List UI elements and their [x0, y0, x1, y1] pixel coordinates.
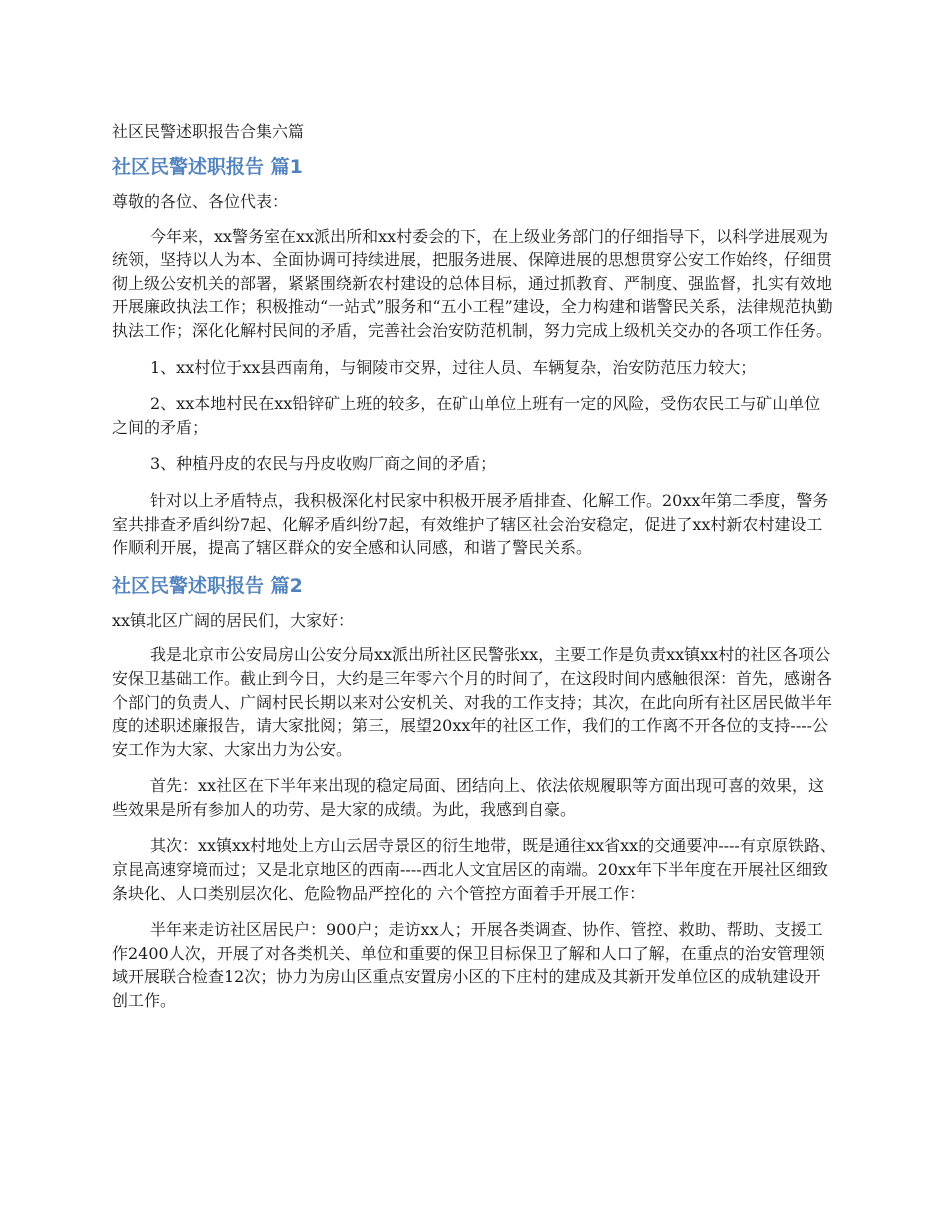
- greeting: 尊敬的各位、各位代表：: [112, 192, 289, 211]
- paragraph: 3、种植丹皮的农民与丹皮收购厂商之间的矛盾；: [150, 454, 497, 474]
- paragraph: 针对以上矛盾特点，我积极深化村民家中积极开展矛盾排查、化解工作。20xx年第二季度，警务室共排查矛盾纠纷7起、化解矛盾纠纷7起，有效维护了辖区社会治安稳定，促进了xx村新农村建设工作顺利开展，提高了辖区群众的安全感和认同感，和谐了警民关系。: [112, 490, 829, 558]
- paragraph: 首先：xx社区在下半年来出现的稳定局面、团结向上、依法依规履职等方面出现可喜的效果，这些效果是所有参加人的功劳、是大家的成绩。为此，我感到自豪。: [112, 776, 825, 819]
- paragraph: 我是北京市公安局房山公安分局xx派出所社区民警张xx，主要工作是负责xx镇xx村的社区各项公安保卫基础工作。截止到今日，大约是三年零六个月的时间了，在这段时间内感触很深：首先，感谢各个部门的负责人、广阔村民长期以来对公安机关、对我的工作支持；其次，在此向所有社区居民做半年度的述职述廉报告，请大家批阅；第三，展望20xx年的社区工作，我们的工作离不开各位的支持----公安工作为大家、大家出力为公安。: [112, 645, 833, 759]
- paragraph: 1、xx村位于xx县西南角，与铜陵市交界，过往人员、车辆复杂，治安防范压力较大；: [150, 357, 757, 377]
- document-title: 社区民警述职报告合集六篇: [112, 122, 305, 141]
- paragraph: 2、xx本地村民在xx铅锌矿上班的较多，在矿山单位上班有一定的风险，受伤农民工与矿山单位之间的矛盾；: [112, 394, 821, 437]
- section-1: [112, 154, 836, 560]
- section-heading: 社区民警述职报告 篇1: [112, 156, 303, 178]
- paragraph: 半年来走访社区居民户：900户；走访xx人；开展各类调查、协作、管控、救助、帮助、支援工作2400人次，开展了对各类机关、单位和重要的保卫目标保卫了解和人口了解，在重点的治安管理领域开展联合检查12次；协力为房山区重点安置房小区的下庄村的建成及其新开发单位区的成轨建设开创工作。: [112, 920, 825, 1011]
- section-heading: 社区民警述职报告 篇2: [112, 574, 303, 597]
- paragraph: 今年来，xx警务室在xx派出所和xx村委会的下，在上级业务部门的仔细指导下，以科学进展观为统领，坚持以人为本、全面协调可持续进展，把服务进展、保障进展的思想贯穿公安工作始终，仔细贯彻上级公安机关的部署，紧紧围绕新农村建设的总体目标，通过抓教育、严制度、强监督，扎实有效地开展廉政执法工作；积极推动“一站式”服务和“五小工程”建设，全力构建和谐警民关系，法律规范执勤执法工作；深化化解村民间的矛盾，完善社会治安防范机制，努力完成上级机关交办的各项工作任务。: [112, 226, 833, 340]
- section-2: [112, 573, 836, 1013]
- document-page: [112, 120, 836, 1026]
- paragraph: 其次：xx镇xx村地处上方山云居寺景区的衍生地带，既是通往xx省xx的交通要冲----有京原铁路、京昆高速穿境而过；又是北京地区的西南----西北人文宜居区的南端。20xx年下半年度在开展社区细致条块化、人口类别层次化、危险物品严控化的 六个管控方面着手开展工作：: [112, 836, 836, 903]
- greeting: xx镇北区广阔的居民们，大家好：: [112, 610, 355, 630]
